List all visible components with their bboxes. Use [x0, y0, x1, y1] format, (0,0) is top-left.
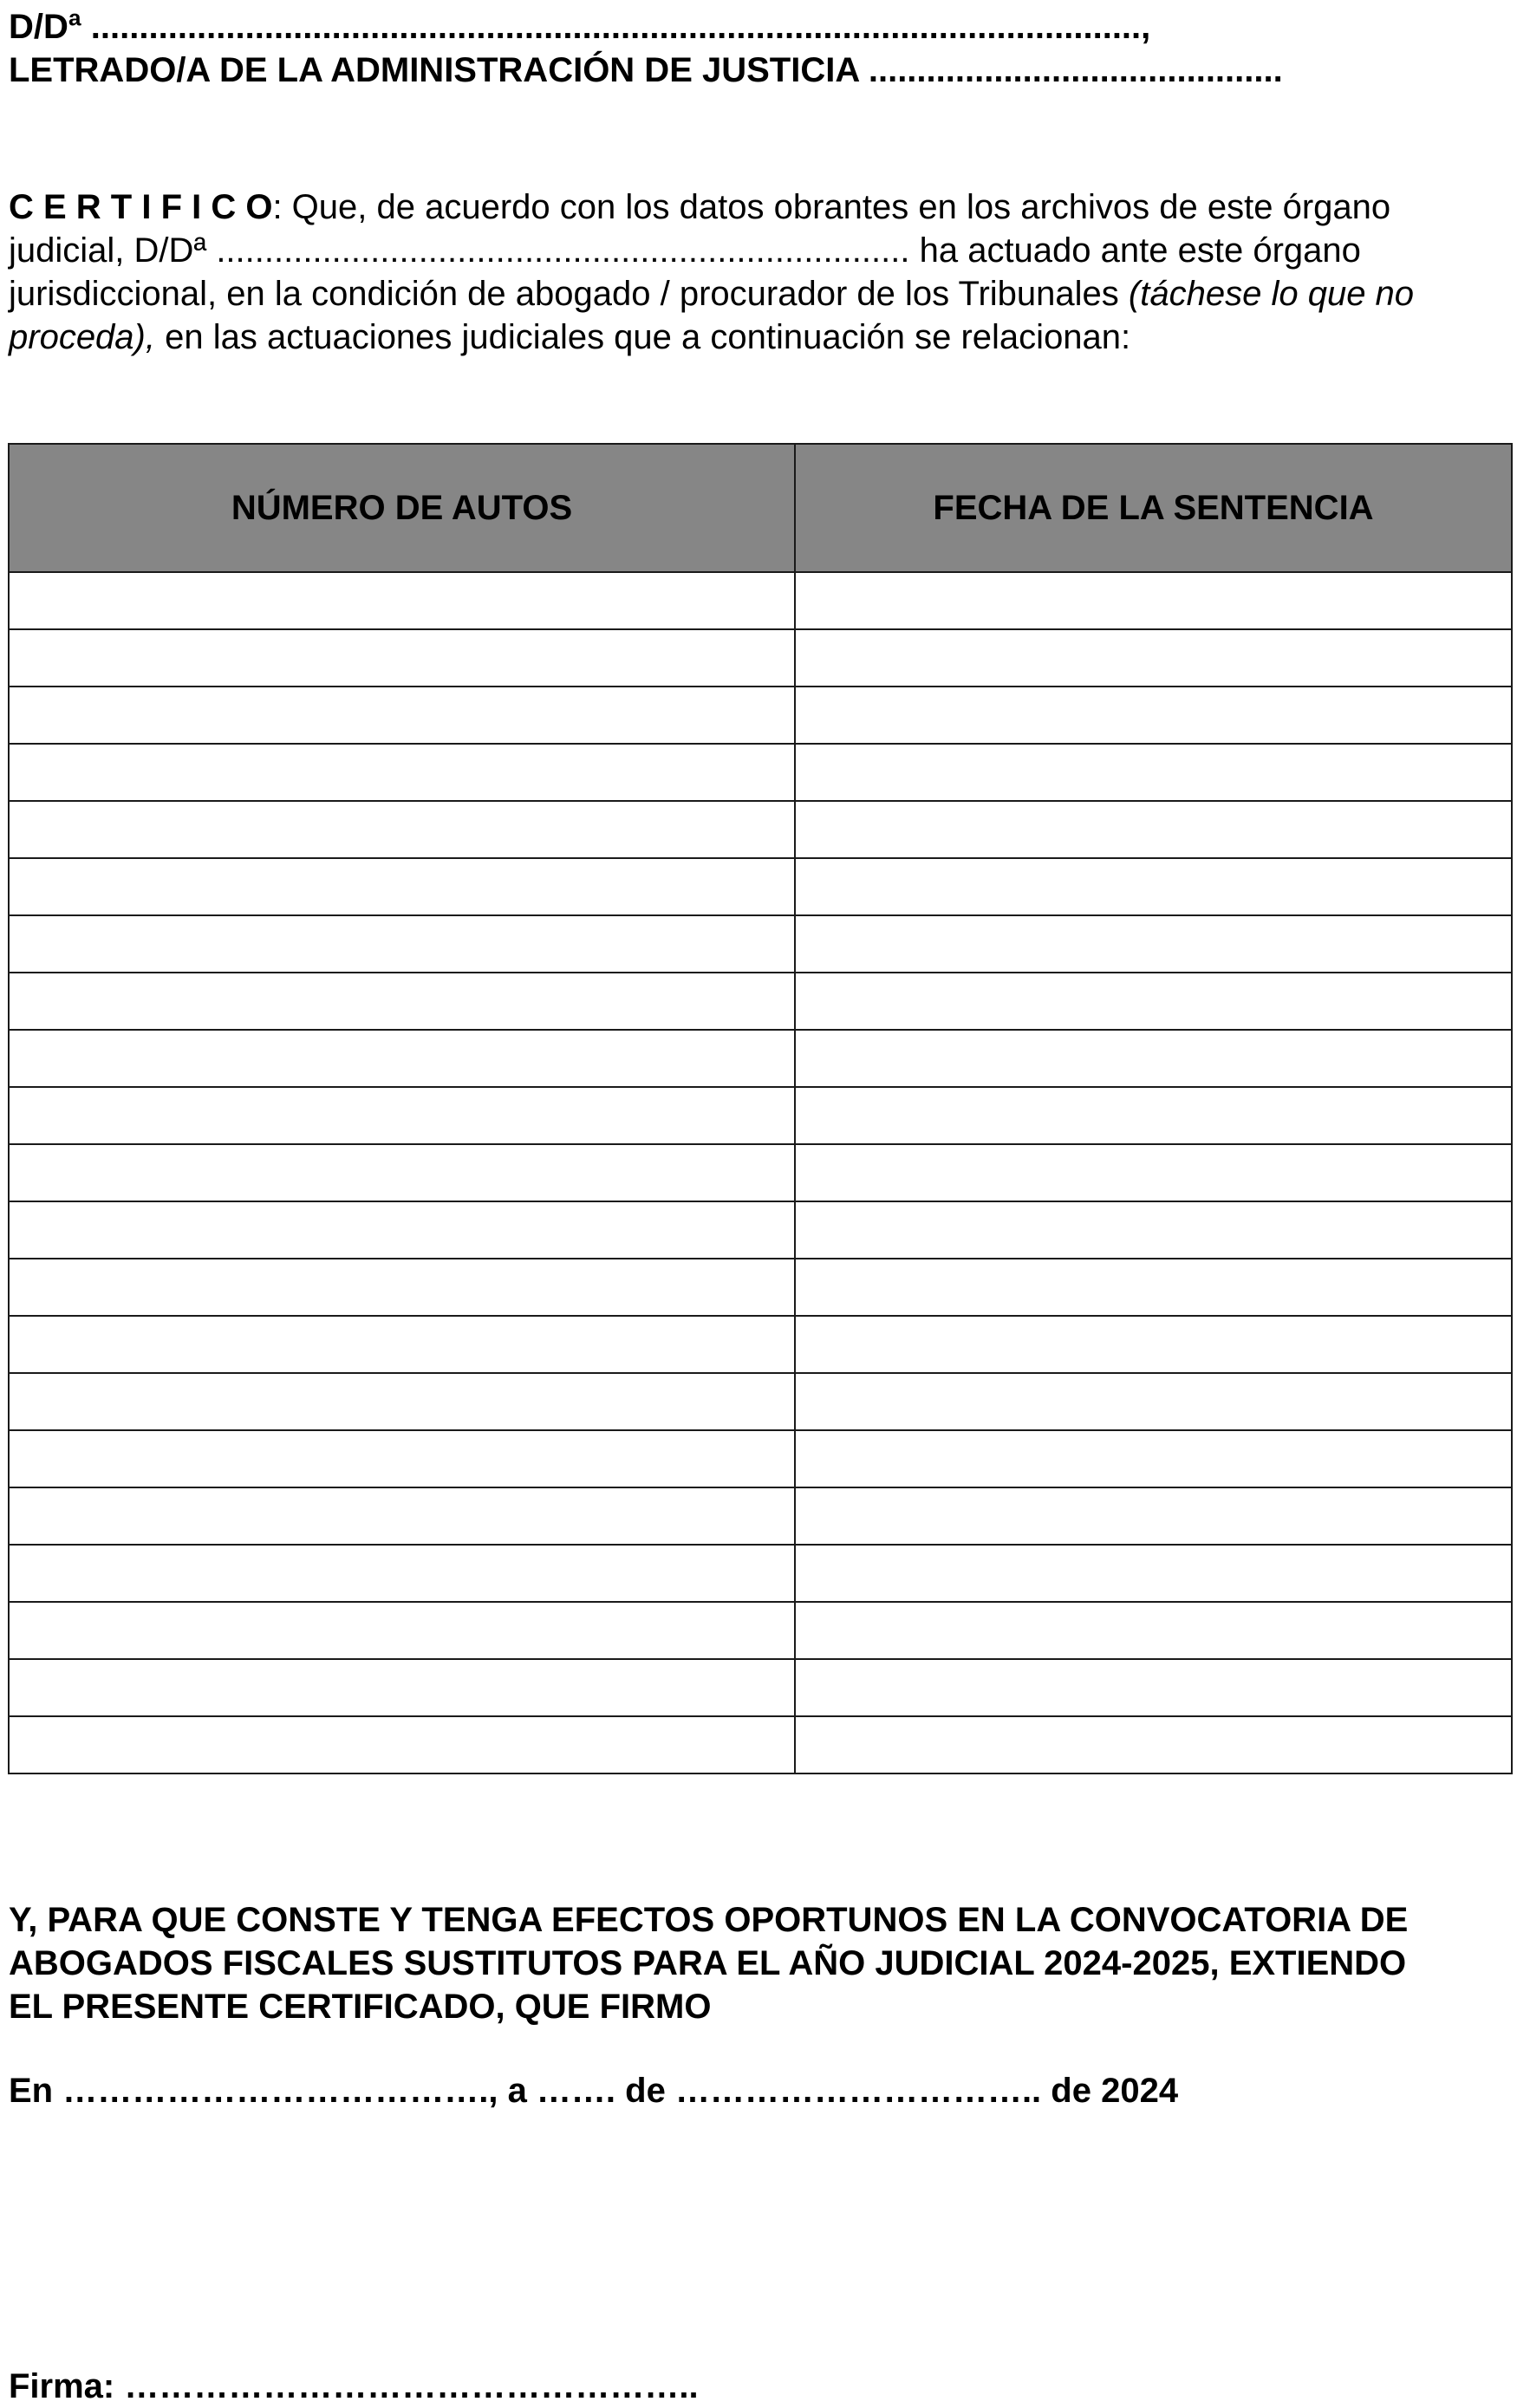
sentence-date-cell[interactable] [795, 1430, 1512, 1487]
sentence-date-cell[interactable] [795, 744, 1512, 801]
table-row [9, 1144, 1512, 1201]
case-number-cell[interactable] [9, 1259, 795, 1316]
sentence-date-cell[interactable] [795, 1602, 1512, 1659]
certifico-line-3 [9, 272, 1512, 316]
table-row [9, 629, 1512, 687]
sentence-date-cell[interactable] [795, 1545, 1512, 1602]
sentence-date-cell[interactable] [795, 1316, 1512, 1373]
table-row [9, 1373, 1512, 1430]
table-row [9, 1259, 1512, 1316]
table-row [9, 801, 1512, 858]
certifico-line-2 [9, 229, 1512, 272]
table-row [9, 1087, 1512, 1144]
sentence-date-cell[interactable] [795, 1201, 1512, 1259]
case-number-cell[interactable] [9, 1487, 795, 1545]
certifico-line-4 [9, 316, 1130, 359]
certifico-text-3: jurisdiccional, en la condición de abogado / procurador de los Tribunales [9, 275, 1129, 313]
table-header-row [9, 444, 1512, 572]
strike-note: (táchese lo que no [1128, 275, 1415, 313]
sentence-date-cell[interactable] [795, 1259, 1512, 1316]
proceedings-table [8, 443, 1513, 1774]
certifico-text-2: judicial, D/Dª ........................................................................ ha actuado ante este órgano [9, 231, 1361, 270]
table-body [9, 572, 1512, 1773]
case-number-cell[interactable] [9, 1316, 795, 1373]
sentence-date-cell[interactable] [795, 572, 1512, 629]
sentence-date-cell[interactable] [795, 629, 1512, 687]
table-row [9, 1316, 1512, 1373]
case-number-cell[interactable] [9, 1144, 795, 1201]
table-row [9, 744, 1512, 801]
closing-line-2: ABOGADOS FISCALES SUSTITUTOS PARA EL AÑO JUDICIAL 2024-2025, EXTIENDO [9, 1944, 1407, 1982]
case-number-cell[interactable] [9, 1373, 795, 1430]
sentence-date-cell[interactable] [795, 1487, 1512, 1545]
table-row [9, 1430, 1512, 1487]
table-row [9, 858, 1512, 915]
certifico-text-4: en las actuaciones judiciales que a continuación se relacionan: [154, 318, 1131, 356]
sentence-date-cell[interactable] [795, 1087, 1512, 1144]
strike-note-end: proceda), [9, 318, 155, 356]
case-number-cell[interactable] [9, 1602, 795, 1659]
column-header-sentence-date: FECHA DE LA SENTENCIA [795, 444, 1512, 572]
signature-line: Firma: ………………………………………….. [9, 2367, 699, 2405]
sentence-date-cell[interactable] [795, 1030, 1512, 1087]
case-number-cell[interactable] [9, 1030, 795, 1087]
certifico-keyword: C E R T I F I C O [9, 188, 273, 226]
sentence-date-cell[interactable] [795, 973, 1512, 1030]
sentence-date-cell[interactable] [795, 1144, 1512, 1201]
sentence-date-cell[interactable] [795, 1373, 1512, 1430]
table-row [9, 973, 1512, 1030]
case-number-cell[interactable] [9, 973, 795, 1030]
case-number-cell[interactable] [9, 915, 795, 973]
table-row [9, 1602, 1512, 1659]
sentence-date-cell[interactable] [795, 1659, 1512, 1716]
table-row [9, 1659, 1512, 1716]
sentence-date-cell[interactable] [795, 915, 1512, 973]
certifico-line-1 [9, 185, 1512, 229]
table-row [9, 1545, 1512, 1602]
sentence-date-cell[interactable] [795, 801, 1512, 858]
table-row [9, 1201, 1512, 1259]
case-number-cell[interactable] [9, 629, 795, 687]
sentence-date-cell[interactable] [795, 858, 1512, 915]
case-number-cell[interactable] [9, 1430, 795, 1487]
case-number-cell[interactable] [9, 801, 795, 858]
case-number-cell[interactable] [9, 1659, 795, 1716]
table-row [9, 1487, 1512, 1545]
sentence-date-cell[interactable] [795, 687, 1512, 744]
case-number-cell[interactable] [9, 572, 795, 629]
official-title-line: LETRADO/A DE LA ADMINISTRACIÓN DE JUSTICIA ........................................... [9, 51, 1283, 89]
closing-line-3: EL PRESENTE CERTIFICADO, QUE FIRMO [9, 1988, 712, 2026]
case-number-cell[interactable] [9, 1201, 795, 1259]
case-number-cell[interactable] [9, 858, 795, 915]
place-date-line: En ………………………………., a ……. de ………………………….. de 2024 [9, 2072, 1179, 2110]
sentence-date-cell[interactable] [795, 1716, 1512, 1773]
table-row [9, 1716, 1512, 1773]
case-number-cell[interactable] [9, 1087, 795, 1144]
certifico-text-1: : Que, de acuerdo con los datos obrantes en los archivos de este órgano [272, 188, 1391, 226]
table-row [9, 915, 1512, 973]
table-row [9, 1030, 1512, 1087]
case-number-cell[interactable] [9, 744, 795, 801]
table-row [9, 572, 1512, 629]
table-row [9, 687, 1512, 744]
case-number-cell[interactable] [9, 687, 795, 744]
closing-line-1: Y, PARA QUE CONSTE Y TENGA EFECTOS OPORTUNOS EN LA CONVOCATORIA DE [9, 1901, 1409, 1939]
column-header-case-number: NÚMERO DE AUTOS [9, 444, 795, 572]
addressee-line: D/Dª ............................................................................................................., [9, 8, 1151, 46]
case-number-cell[interactable] [9, 1716, 795, 1773]
case-number-cell[interactable] [9, 1545, 795, 1602]
